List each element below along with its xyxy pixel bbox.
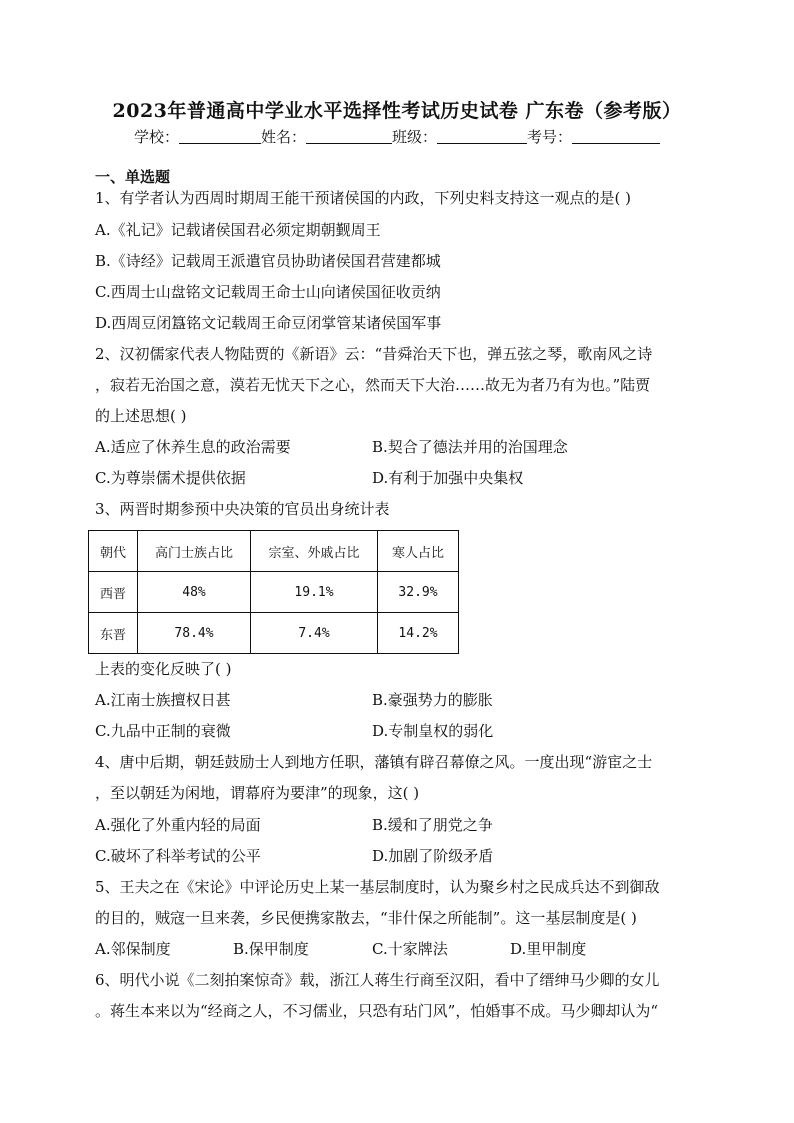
name-label: 姓名： (260, 128, 306, 146)
q5-option-c: C.十家牌法 (372, 940, 448, 958)
q3-option-a: A.江南士族擅权日甚 (95, 691, 231, 709)
q6-stem-line2: 。蒋生本来以为“经商之人，不习儒业，只恐有玷门风”，怕婚事不成。马少卿却认为“ (95, 1002, 659, 1020)
class-blank[interactable] (437, 129, 527, 144)
table-cell: 19.1% (251, 572, 378, 613)
q1-option-a: A.《礼记》记载诸侯国君必须定期朝觐周王 (95, 221, 381, 239)
q2-option-a: A.适应了休养生息的政治需要 (95, 438, 291, 456)
q4-option-c: C.破坏了科举考试的公平 (95, 847, 261, 865)
table-header-cell: 宗室、外戚占比 (251, 531, 378, 572)
table-header-cell: 高门士族占比 (138, 531, 251, 572)
table-cell: 西晋 (89, 572, 138, 613)
q3-after-table: 上表的变化反映了( ) (95, 660, 232, 678)
q1-stem: 1、有学者认为西周时期周王能干预诸侯国的内政，下列史料支持这一观点的是( ) (95, 189, 632, 207)
q4-option-b: B.缓和了朋党之争 (372, 816, 493, 834)
statistics-table (88, 530, 459, 654)
exam-title: 2023年普通高中学业水平选择性考试历史试卷 广东卷（参考版） (112, 100, 682, 122)
exam-number-label: 考号： (527, 128, 573, 146)
q4-option-d: D.加剧了阶级矛盾 (372, 847, 494, 865)
table-header-row (89, 531, 459, 572)
q2-stem-line2: ，寂若无治国之意，漠若无忧天下之心，然而天下大治……故无为者乃有为也。”陆贾 (95, 376, 651, 394)
table-row (89, 572, 459, 613)
q4-stem-line1: 4、唐中后期，朝廷鼓励士人到地方任职，藩镇有辟召幕僚之风。一度出现“游宦之士 (95, 753, 653, 771)
q2-option-c: C.为尊崇儒术提供依据 (95, 469, 246, 487)
q5-option-d: D.里甲制度 (510, 940, 587, 958)
school-label: 学校： (133, 128, 179, 146)
q5-stem-line2: 的目的，贼寇一旦来袭，乡民便携家散去，“非什保之所能制”。这一基层制度是( ) (95, 909, 637, 927)
table-cell: 东晋 (89, 613, 138, 654)
student-info-row (0, 126, 794, 147)
q5-stem-line1: 5、王夫之在《宋论》中评论历史上某一基层制度时，认为聚乡村之民成兵达不到御敌 (95, 878, 660, 896)
table-cell: 78.4% (138, 613, 251, 654)
q6-stem-line1: 6、明代小说《二刻拍案惊奇》载，浙江人蒋生行商至汉阳，看中了缙绅马少卿的女儿 (95, 971, 660, 989)
q3-option-d: D.专制皇权的弱化 (372, 722, 494, 740)
q3-option-c: C.九品中正制的衰微 (95, 722, 231, 740)
q1-option-d: D.西周豆闭簋铭文记载周王命豆闭掌管某诸侯国军事 (95, 314, 442, 332)
table-header-cell: 朝代 (89, 531, 138, 572)
q5-option-a: A.邻保制度 (95, 940, 171, 958)
table-cell: 48% (138, 572, 251, 613)
school-blank[interactable] (179, 129, 261, 144)
q2-option-b: B.契合了德法并用的治国理念 (372, 438, 568, 456)
section-heading: 一、单选题 (95, 168, 171, 186)
q2-stem-line3: 的上述思想( ) (95, 407, 187, 425)
table-cell: 14.2% (378, 613, 459, 654)
exam-number-blank[interactable] (572, 129, 660, 144)
table-row (89, 613, 459, 654)
q4-option-a: A.强化了外重内轻的局面 (95, 816, 261, 834)
q3-stem: 3、两晋时期参预中央决策的官员出身统计表 (95, 500, 390, 518)
q4-stem-line2: ，至以朝廷为闲地，谓幕府为要津”的现象，这( ) (95, 784, 420, 802)
q3-option-b: B.豪强势力的膨胀 (372, 691, 493, 709)
q1-option-b: B.《诗经》记载周王派遣官员协助诸侯国君营建都城 (95, 252, 441, 270)
table-cell: 7.4% (251, 613, 378, 654)
q1-option-c: C.西周士山盘铭文记载周王命士山向诸侯国征收贡纳 (95, 283, 441, 301)
q2-option-d: D.有利于加强中央集权 (372, 469, 524, 487)
class-label: 班级： (392, 128, 438, 146)
q5-option-b: B.保甲制度 (233, 940, 309, 958)
name-blank[interactable] (306, 129, 392, 144)
table-cell: 32.9% (378, 572, 459, 613)
table-header-cell: 寒人占比 (378, 531, 459, 572)
q2-stem-line1: 2、汉初儒家代表人物陆贾的《新语》云：“昔舜治天下也，弹五弦之琴，歌南风之诗 (95, 345, 653, 363)
